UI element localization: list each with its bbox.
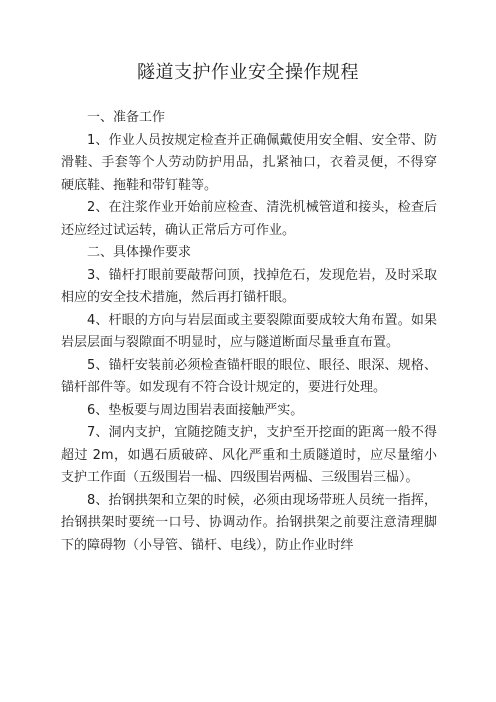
paragraph-item-2: 2、在注浆作业开始前应检查、清洗机械管道和接头，检查后还应经过试运转，确认正常后方可作业。 [61,200,437,238]
paragraph-item-5: 5、锚杆安装前必须检查锚杆眼的眼位、眼径、眼深、规格、锚杆部件等。如发现有不符合设计规定的，要进行处理。 [61,357,437,395]
paragraph-item-1: 1、作业人员按规定检查并正确佩戴使用安全帽、安全带、防滑鞋、手套等个人劳动防护用品，扎紧袖口，衣着灵便，不得穿硬底鞋、拖鞋和带钉鞋等。 [61,132,437,193]
paragraph-item-8: 8、抬钢拱架和立架的时候，必须由现场带班人员统一指挥，抬钢拱架时要统一口号、协调动作。抬钢拱架之前要注意清理脚下的障碍物（小导管、锚杆、电线），防止作业时绊 [61,492,437,553]
section-heading-preparation: 一、准备工作 [87,110,166,125]
paragraph-item-4: 4、杆眼的方向与岩层面或主要裂隙面要成较大角布置。如果岩层层面与裂隙面不明显时，应与隧道断面尽量垂直布置。 [61,312,437,350]
section-heading-operation: 二、具体操作要求 [87,245,192,260]
document-title: 隧道支护作业安全操作规程 [137,62,359,83]
paragraph-item-6: 6、垫板要与周边围岩表面接触严实。 [87,402,304,418]
paragraph-item-7: 7、洞内支护，宜随挖随支护，支护至开挖面的距离一般不得超过 2m，如遇石质破碎、风化严重和土质隧道时，应尽量缩小支护工作面（五级围岩一榀、四级围岩两榀、三级围岩三榀）。 [61,425,437,485]
paragraph-item-3: 3、锚杆打眼前要敲帮问顶，找掉危石，发现危岩，及时采取相应的安全技术措施，然后再打锚杆眼。 [61,267,437,305]
document-body [61,107,437,557]
